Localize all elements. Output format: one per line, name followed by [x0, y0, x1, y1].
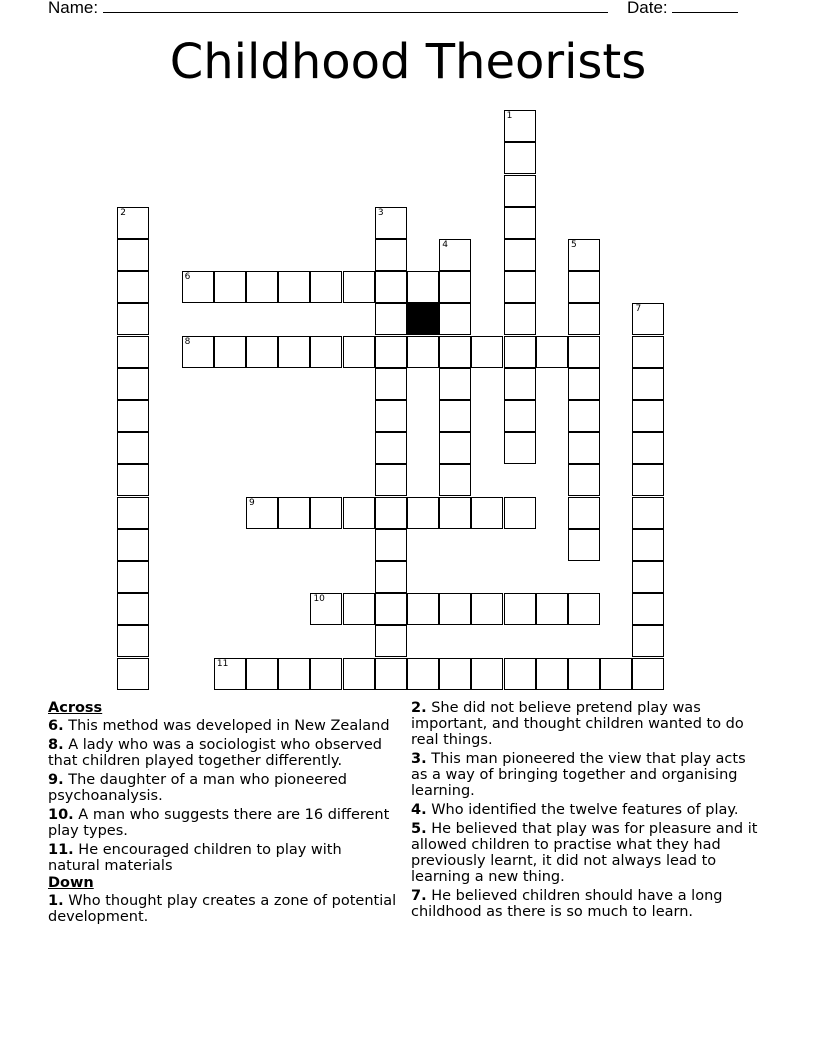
grid-cell[interactable]: [504, 175, 536, 207]
grid-cell[interactable]: [117, 239, 149, 271]
clue-down-2: 2. She did not believe pretend play was important, and thought children wanted to do real things.: [411, 700, 744, 748]
grid-cell[interactable]: [568, 464, 600, 496]
grid-cell[interactable]: [632, 432, 664, 464]
grid-cell[interactable]: [504, 207, 536, 239]
clues-left-column: [48, 700, 398, 928]
grid-cell[interactable]: [310, 658, 342, 690]
grid-cell[interactable]: [214, 658, 246, 690]
grid-cell[interactable]: [439, 368, 471, 400]
grid-cell[interactable]: [568, 432, 600, 464]
grid-cell[interactable]: [117, 658, 149, 690]
grid-cell[interactable]: [117, 625, 149, 657]
grid-cell[interactable]: [375, 464, 407, 496]
grid-cell[interactable]: [504, 110, 536, 142]
grid-cell[interactable]: [375, 400, 407, 432]
grid-cell[interactable]: [504, 593, 536, 625]
cell-number: 6: [184, 272, 191, 283]
grid-cell-blocked: [407, 303, 439, 335]
grid-cell[interactable]: [278, 658, 310, 690]
cell-number: 11: [216, 658, 229, 669]
grid-cell[interactable]: [471, 497, 503, 529]
grid-cell[interactable]: [375, 529, 407, 561]
grid-cell[interactable]: [278, 336, 310, 368]
clue-across-11: 11. He encouraged children to play with natural materials: [48, 842, 342, 874]
cell-number: 7: [635, 304, 642, 315]
grid-cell[interactable]: [117, 464, 149, 496]
grid-cell[interactable]: [536, 593, 568, 625]
grid-cell[interactable]: [117, 336, 149, 368]
grid-cell[interactable]: [504, 239, 536, 271]
grid-cell[interactable]: [117, 207, 149, 239]
grid-cell[interactable]: [536, 658, 568, 690]
grid-cell[interactable]: [632, 336, 664, 368]
grid-cell[interactable]: [471, 658, 503, 690]
grid-cell[interactable]: [632, 658, 664, 690]
grid-cell[interactable]: [343, 593, 375, 625]
grid-cell[interactable]: [117, 561, 149, 593]
grid-cell[interactable]: [439, 303, 471, 335]
grid-cell[interactable]: [504, 658, 536, 690]
grid-cell[interactable]: [117, 400, 149, 432]
grid-cell[interactable]: [504, 400, 536, 432]
across-heading: Across: [48, 700, 103, 716]
grid-cell[interactable]: [407, 658, 439, 690]
clue-down-7: 7. He believed children should have a long childhood as there is so much to learn.: [411, 888, 723, 920]
grid-cell[interactable]: [504, 142, 536, 174]
grid-cell[interactable]: [504, 303, 536, 335]
grid-cell[interactable]: [504, 336, 536, 368]
grid-cell[interactable]: [407, 593, 439, 625]
grid-cell[interactable]: [536, 336, 568, 368]
grid-cell[interactable]: [504, 271, 536, 303]
grid-cell[interactable]: [568, 239, 600, 271]
grid-cell[interactable]: [375, 239, 407, 271]
grid-cell[interactable]: [632, 464, 664, 496]
grid-cell[interactable]: [310, 497, 342, 529]
grid-cell[interactable]: [632, 303, 664, 335]
grid-cell[interactable]: [375, 303, 407, 335]
grid-cell[interactable]: [343, 271, 375, 303]
grid-cell[interactable]: [568, 368, 600, 400]
grid-cell[interactable]: [375, 625, 407, 657]
grid-cell[interactable]: [632, 368, 664, 400]
date-label: Date:: [627, 0, 668, 17]
grid-cell[interactable]: [246, 497, 278, 529]
grid-cell[interactable]: [375, 336, 407, 368]
name-label: Name:: [48, 0, 99, 17]
grid-cell[interactable]: [568, 400, 600, 432]
down-heading: Down: [48, 875, 94, 891]
grid-cell[interactable]: [182, 336, 214, 368]
grid-cell[interactable]: [568, 271, 600, 303]
grid-cell[interactable]: [600, 658, 632, 690]
grid-cell[interactable]: [375, 658, 407, 690]
cell-number: 9: [249, 497, 255, 508]
grid-cell[interactable]: [246, 271, 278, 303]
grid-cell[interactable]: [117, 271, 149, 303]
grid-cell[interactable]: [310, 336, 342, 368]
grid-cell[interactable]: [343, 336, 375, 368]
grid-cell[interactable]: [407, 497, 439, 529]
grid-cell[interactable]: [439, 658, 471, 690]
grid-cell[interactable]: [343, 658, 375, 690]
grid-cell[interactable]: [214, 336, 246, 368]
grid-cell[interactable]: [439, 271, 471, 303]
cell-number: 3: [377, 207, 384, 218]
grid-cell[interactable]: [117, 303, 149, 335]
grid-cell[interactable]: [632, 593, 664, 625]
grid-cell[interactable]: [504, 432, 536, 464]
grid-cell[interactable]: [375, 432, 407, 464]
grid-cell[interactable]: [117, 497, 149, 529]
page-title: Childhood Theorists: [169, 34, 647, 90]
cell-number: 4: [442, 240, 448, 251]
grid-cell[interactable]: [439, 432, 471, 464]
grid-cell[interactable]: [439, 239, 471, 271]
grid-cell[interactable]: [568, 529, 600, 561]
grid-cell[interactable]: [504, 497, 536, 529]
grid-cell[interactable]: [568, 593, 600, 625]
grid-cell[interactable]: [568, 336, 600, 368]
grid-cell[interactable]: [117, 432, 149, 464]
grid-cell[interactable]: [182, 271, 214, 303]
grid-cell[interactable]: [439, 464, 471, 496]
grid-cell[interactable]: [568, 303, 600, 335]
grid-cell[interactable]: [310, 593, 342, 625]
grid-cell[interactable]: [246, 336, 278, 368]
clue-across-8: 8. A lady who was a sociologist who observed that children played together differently.: [48, 737, 383, 769]
grid-cell[interactable]: [117, 593, 149, 625]
clue-across-9: 9. The daughter of a man who pioneered psychoanalysis.: [48, 772, 347, 804]
clue-down-4: 4. Who identified the twelve features of play.: [411, 802, 739, 818]
grid-cell[interactable]: [439, 497, 471, 529]
grid-cell[interactable]: [632, 400, 664, 432]
grid-cell[interactable]: [471, 593, 503, 625]
grid-cell[interactable]: [375, 207, 407, 239]
grid-cell[interactable]: [214, 271, 246, 303]
grid-cell[interactable]: [632, 625, 664, 657]
cell-number: 5: [571, 240, 577, 251]
grid-cell[interactable]: [117, 529, 149, 561]
clue-down-5: 5. He believed that play was for pleasure and it allowed children to practise what they had previously learnt, it did not always lead to learning a new thing.: [411, 821, 758, 885]
clue-across-10: 10. A man who suggests there are 16 different play types.: [48, 807, 390, 839]
grid-cell[interactable]: [439, 593, 471, 625]
grid-cell[interactable]: [278, 271, 310, 303]
clues-right-column: [411, 700, 761, 923]
grid-cell[interactable]: [375, 561, 407, 593]
grid-cell[interactable]: [439, 336, 471, 368]
grid-cell[interactable]: [439, 400, 471, 432]
cell-number: 10: [313, 594, 325, 605]
grid-cell[interactable]: [632, 561, 664, 593]
grid-cell[interactable]: [407, 271, 439, 303]
grid-cell[interactable]: [246, 658, 278, 690]
grid-cell[interactable]: [504, 368, 536, 400]
grid-cell[interactable]: [375, 368, 407, 400]
grid-cell[interactable]: [278, 497, 310, 529]
grid-cell[interactable]: [632, 529, 664, 561]
grid-cell[interactable]: [375, 497, 407, 529]
clue-down-1: 1. Who thought play creates a zone of potential development.: [48, 893, 397, 925]
cell-number: 8: [184, 336, 191, 347]
cell-number: 2: [120, 207, 126, 218]
clue-across-6: 6. This method was developed in New Zealand: [48, 718, 390, 734]
grid-cell[interactable]: [632, 497, 664, 529]
grid-cell[interactable]: [568, 497, 600, 529]
grid-cell[interactable]: [375, 593, 407, 625]
cell-number: 1: [506, 111, 513, 122]
grid-cell[interactable]: [568, 658, 600, 690]
clue-down-3: 3. This man pioneered the view that play acts as a way of bringing together and organising learning.: [411, 751, 746, 799]
grid-cell[interactable]: [471, 336, 503, 368]
grid-cell[interactable]: [407, 336, 439, 368]
grid-cell[interactable]: [117, 368, 149, 400]
grid-cell[interactable]: [343, 497, 375, 529]
grid-cell[interactable]: [310, 271, 342, 303]
grid-cell[interactable]: [375, 271, 407, 303]
